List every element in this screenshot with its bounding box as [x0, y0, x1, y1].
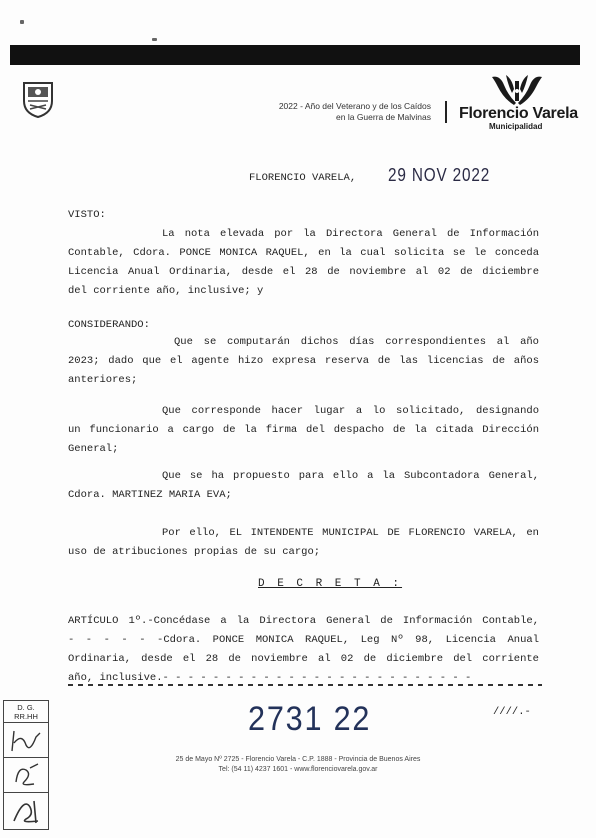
handwritten-initial-2: [4, 758, 48, 792]
motto-line-1: 2022 - Año del Veterano y de los Caídos: [278, 101, 431, 111]
considerando-label: CONSIDERANDO:: [68, 319, 150, 331]
florencio-varela-logo-icon: [490, 73, 544, 107]
footer-contact: Tel: (54 11) 4237 1601 - www.florenciovarela.gov.ar: [218, 766, 378, 773]
scan-speck: [152, 38, 157, 41]
considerando-p2-rest: un funcionario a cargo de la firma del despacho de la citada Dirección General;: [68, 424, 539, 455]
scan-speck: [20, 20, 24, 24]
considerando-p3-rest: Cdora. MARTINEZ MARIA EVA;: [68, 489, 232, 501]
footer-address: 25 de Mayo Nº 2725 - Florencio Varela - C.P. 1888 - Provincia de Buenos Aires: [175, 756, 421, 763]
considerando-p4-first: Por ello, EL INTENDENTE MUNICIPAL DE FLORENCIO VARELA, en: [162, 527, 539, 539]
handwritten-initial-3: [4, 793, 48, 827]
motto-line-2: en la Guerra de Malvinas: [336, 111, 431, 122]
initials-box-header: D. G. RR.HH: [4, 701, 48, 723]
brand-subtitle: Municipalidad: [489, 122, 543, 131]
initial-signature-2: [4, 758, 48, 793]
initial-signature-3: [4, 793, 48, 828]
articulo-1: ARTÍCULO 1º.-Concédase a la Directora General de Información Contable, - - - - - -Cdora. PONCE MONICA RAQUEL, Leg Nº 98, Licencia Anual Ordinaria, desde el 28 de noviembre al 02 de diciembre del corriente año, inclusive.- - - - - - - - - - - - - - - - - - - - - - - - -: [68, 615, 539, 684]
municipal-crest-icon: [20, 79, 56, 119]
considerando-p1-first: Que se computarán dichos días correspondientes al año: [174, 336, 539, 348]
visto-label: VISTO:: [68, 209, 106, 221]
visto-line-1: La nota elevada por la Directora General de Información: [162, 228, 539, 240]
dateline-place: FLORENCIO VARELA,: [249, 172, 357, 184]
year-motto: [279, 101, 431, 122]
date-stamp: 29 NOV 2022: [388, 165, 491, 185]
handwritten-initial-1: [4, 723, 48, 757]
considerando-p2-first: Que corresponde hacer lugar a lo solicitado, designando: [162, 405, 539, 417]
initial-signature-1: [4, 723, 48, 758]
dash-fill-line: [68, 684, 542, 686]
brand-name: Florencio Varela: [459, 105, 578, 122]
initials-box: [3, 700, 49, 830]
considerando-p3-first: Que se ha propuesto para ello a la Subcontadora General,: [162, 470, 539, 482]
considerando-p1-rest: 2023; dado que el agente hizo expresa reserva de las licencias de años anteriores;: [68, 355, 539, 386]
decreta-heading: D E C R E T A :: [258, 578, 403, 590]
header-divider: [445, 101, 447, 123]
visto-body: Contable, Cdora. PONCE MONICA RAQUEL, en la cual solicita se le conceda Licencia Anual Ordinaria, desde el 28 de noviembre al 02 de diciembre del corriente año, inclusive; y: [68, 247, 539, 297]
top-black-bar: [10, 45, 580, 65]
decree-number-stamp: 2731 22: [248, 700, 372, 738]
continuation-marks: ////.-: [493, 706, 531, 718]
considerando-p4-rest: uso de atribuciones propias de su cargo;: [68, 546, 321, 558]
